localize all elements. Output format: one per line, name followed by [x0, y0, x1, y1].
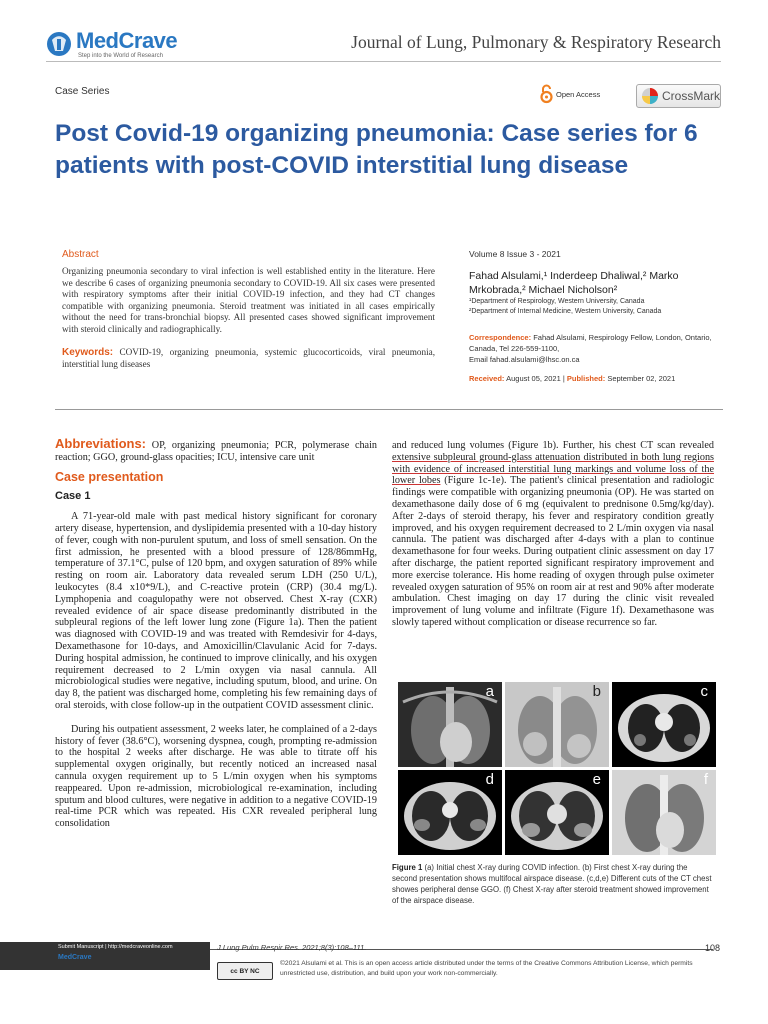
correspondence-label: Correspondence: [469, 333, 532, 342]
figure-caption-text: (a) Initial chest X-ray during COVID infection. (b) First chest X-ray during the second presentation shows multifocal airspace disease. (c,d,e) Different cuts of the CT chest showes peripheral dense GGO. (f) Chest X-ray after steroid treatment showed improvement of the airspace disease. [392, 863, 712, 905]
paragraph-case1-2: During his outpatient assessment, 2 weeks later, he complained of a 2-days history of fever (38.6°C), worsening dyspnea, cough, prompting re-admission to the hospital 2 weeks after discharge. He was able to titrate off his supplemental oxygen originally, but recently noticed an increased nasal cannula oxygen requirement up to 5 L/min oxygen when his symptoms reappeared. Upon re-admission, microbiological re-examination, including sputum and blood cultures, were negative in addition to a negative COVID-19 real-time PCR which was repeated. His CXR revealed peripheral lung consolidation [55, 723, 377, 830]
open-access-icon [540, 84, 553, 104]
panel-label-d: d [485, 771, 494, 788]
figure-caption [392, 862, 714, 906]
logo-tagline: Step into the World of Research [78, 53, 163, 59]
abstract-divider [55, 409, 723, 410]
panel-label-c: c [700, 683, 708, 700]
affiliations [469, 297, 719, 317]
page-number: 108 [704, 943, 720, 953]
figure-caption-label: Figure 1 [392, 863, 423, 872]
medcrave-logo[interactable] [46, 27, 196, 63]
xray-image-f [612, 770, 716, 855]
abbreviations-text: OP, organizing pneumonia; PCR, polymerase chain reaction; GGO, ground-glass opacities; ICU, intensive care unit [55, 440, 378, 463]
received-label: Received: [469, 374, 505, 383]
citation: J Lung Pulm Respir Res. 2021;8(3):108‒111. [217, 943, 367, 952]
abbreviations-label: Abbreviations: [55, 436, 147, 451]
abstract-text: Organizing pneumonia secondary to viral infection is well established entity in the literature. Here we describe 6 cases of organizing pneumonia secondary to COVID-19. All six cases were presented with respiratory symptoms after their initial COVID-19 infection, and they had CT changes compatible with organizing pneumonia. Steroid treatment was initiated in all cases empirically without the need for trans-bronchial biopsy. All presented cases showed significant improvement with steroid clinically and radiographically. [62, 266, 435, 334]
cc-license-icon[interactable]: cc BY NC [217, 962, 273, 980]
paragraph-case1-3a: and reduced lung volumes (Figure 1b). Further, his chest CT scan revealed [392, 440, 714, 451]
journal-name: Journal of Lung, Pulmonary & Respiratory Research [351, 32, 721, 52]
body-left-column [55, 438, 377, 830]
received-date: August 05, 2021 [506, 374, 561, 383]
article-dates: Received: August 05, 2021 | Published: September 02, 2021 [469, 374, 676, 383]
logo-icon [46, 31, 72, 57]
figure-panel-b [505, 682, 609, 767]
keywords-label: Keywords: [62, 347, 114, 358]
abstract-heading: Abstract [62, 249, 99, 260]
correspondence-email[interactable]: Email fahad.alsulami@lhsc.on.ca [469, 354, 580, 364]
published-label: Published: [566, 374, 606, 383]
figure-panel-f [612, 770, 716, 855]
abbreviations [55, 438, 377, 464]
figure-1 [398, 682, 716, 854]
article-type: Case Series [55, 86, 110, 97]
published-date: September 02, 2021 [607, 374, 676, 383]
subsection-heading-case-1: Case 1 [55, 490, 91, 503]
open-access-label: Open Access [556, 89, 601, 99]
license-text: ©2021 Alsulami et al. This is an open access article distributed under the terms of the Creative Commons Attribution License, which permits unrestricted use, distribution, and build upon your work non-commercially. [280, 960, 693, 977]
crossmark-label: CrossMark [661, 89, 720, 103]
figure-panel-a [398, 682, 502, 767]
crossmark-icon [641, 87, 659, 105]
keywords [62, 347, 435, 370]
panel-label-a: a [485, 683, 494, 700]
author-list: Fahad Alsulami,¹ Inderdeep Dhaliwal,² Marko Mrkobrada,² Michael Nicholson² [469, 270, 679, 296]
open-access-badge[interactable] [540, 84, 600, 104]
logo-name: MedCrave [76, 28, 178, 53]
correspondence-text: Fahad Alsulami, Respirology Fellow, London, Ontario, Canada, Tel 226-559-1100, [469, 333, 712, 353]
submit-manuscript-link[interactable]: Submit Manuscript | http://medcraveonline.com [58, 944, 173, 950]
volume-issue: Volume 8 Issue 3 - 2021 [469, 249, 561, 259]
paragraph-case1-1: A 71-year-old male with past medical history significant for coronary artery disease, hypertension, and dyslipidemia presented with a 10-day history of fever, cough with non-purulent sputum, and loss of smell sensation. On the first admission, he presented with a blood pressure of 128/86mmHg, temperature of 37.1°C, pulse of 120 bpm, and oxygen saturation of 89% while resting on room air. Laboratory data revealed serum LDH (250 U/L), leukocytes (8.4 x10*9/L), and C-reactive protein (CRP) (30.4 mg/L). Lymphopenia and coagulopathy were not observed. Chest X-ray (CXR) revealed evidence of air space disease predominantly distributed in the subpleural regions of the left lower lung zone (Figure 1a). Then the patient was diagnosed with COVID-19 and was treated with Remdesivir for 4-days, Dexamethasone for 10-days, and Amoxicillin/Clavulanic Acid for 7-days. During hospital admission, he continued to improve clinically, and his oxygen requirement decreased to 2 L/min oxygen via nasal cannula. All microbiological studies were negative, including sputum, blood, and urine. On day 8, the patient was discharged home, completing his few remaining days of oral steroids, with close follow-up in the outpatient COVID assessment clinic. [55, 511, 377, 711]
footer-logo: MedCrave [58, 954, 92, 961]
panel-label-e: e [592, 771, 601, 788]
paragraph-case1-3b: (Figure 1c-1e). The patient's clinical presentation and radiologic findings were compatible with organizing pneumonia (OP). He was started on dexamethasone daily dose of 6 mg (equivalent to prednisone 0.5mg/kg/day). After 2-days of steroid therapy, his fever and respiratory condition greatly improved, and his oxygen requirement decreased to 2 L/min oxygen via nasal cannula. The patient was discharged after 4-days with a plan to continue dexamethasone for four weeks. During outpatient clinic assessment on day 17 after discharge, the patient reported significant respiratory improvement and more exercise tolerance. His home reading of oxygen through pulse oximeter revealed oxygen saturation of 95% on room air at rest and 90% after moderate ambulation. Chest imaging on day 17 during the clinic visit revealed improvement of lung volume and infiltrate (Figure 1f). Dexamethasone was slowly tapered without complication or disease recurrence so far. [392, 475, 714, 628]
figure-panel-d [398, 770, 502, 855]
figure-panel-c [612, 682, 716, 767]
highlighted-ct-findings: extensive subpleural ground-glass attenuation distributed in both lung regions with evidence of increased interstitial lung markings and volume loss of the lower lobes [392, 451, 714, 487]
section-heading-case-presentation: Case presentation [55, 469, 164, 484]
crossmark-button[interactable] [636, 84, 721, 108]
article-title: Post Covid-19 organizing pneumonia: Case series for 6 patients with post-COVID interstitial lung disease [55, 120, 698, 179]
figure-panel-e [505, 770, 609, 855]
panel-label-f: f [703, 771, 708, 788]
header-divider [46, 61, 721, 62]
keywords-text: COVID-19, organizing pneumonia, systemic glucocorticoids, viral pneumonia, interstitial lung diseases [62, 347, 435, 369]
panel-label-b: b [592, 683, 601, 700]
body-right-column [392, 440, 714, 629]
affiliation-2: ²Department of Internal Medicine, Western University, Canada [469, 308, 662, 315]
affiliation-1: ¹Department of Respirology, Western University, Canada [469, 298, 645, 305]
correspondence [469, 333, 725, 365]
